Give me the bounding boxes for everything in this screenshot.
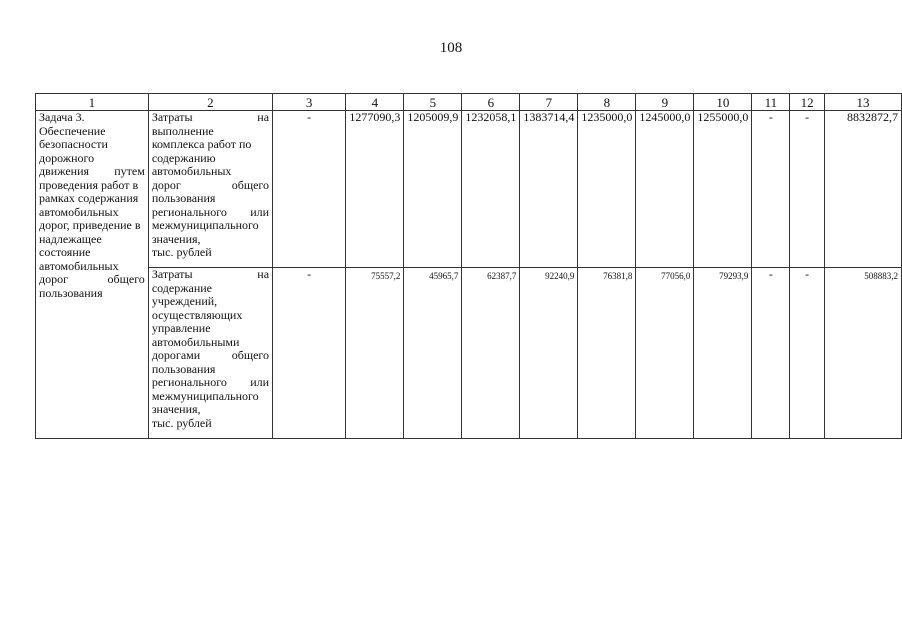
text-line [39,111,145,125]
text-line [39,260,145,274]
task-cell [36,111,149,439]
text-word: проведения работ в [39,177,139,192]
text-word: автомобильными [151,334,240,349]
value-cell: - [752,111,790,268]
text-line [152,376,269,390]
text-line [152,152,269,166]
value-cell: - [752,268,790,439]
text-word: автомобильных [151,164,232,178]
text-line [39,125,145,139]
text-word: безопасности [39,137,108,151]
text-line [152,246,269,260]
text-word: или [250,204,270,219]
total-cell: 508883,2 [824,268,901,439]
text-line [152,192,269,206]
description-cell [148,268,272,439]
text-word: рамках содержания [39,191,139,205]
text-word: дорог [39,272,69,286]
text-word: комплекса работ по [151,137,252,151]
text-word: пользования [151,191,216,205]
text-line [39,273,145,287]
text-line [39,165,145,179]
text-word: тыс. рублей [151,245,212,259]
text-line [39,179,145,193]
text-word: пользования [151,361,216,376]
table-row [36,111,902,268]
text-line [152,206,269,220]
total-cell: 8832872,7 [824,111,901,268]
text-line [152,349,269,363]
text-word: выполнение [151,123,214,138]
value-cell: 1245000,0 [636,111,694,268]
text-line [152,363,269,377]
value-cell: 1232058,1 [462,111,520,268]
column-header: 6 [462,94,520,111]
text-word: дорог, приведение в [39,218,141,232]
column-header: 1 [36,94,149,111]
text-word: содержание [151,280,213,295]
text-word: надлежащее [39,231,102,246]
text-word: регионального [151,375,227,389]
text-line [39,138,145,152]
text-word: осуществляющих [151,307,243,322]
text-word: общего [231,348,270,362]
value-cell: 79293,9 [694,268,752,439]
column-header: 8 [578,94,636,111]
value-cell: - [790,111,825,268]
text-line [152,322,269,336]
value-cell: - [273,268,346,439]
text-word: Обеспечение [39,123,106,138]
text-word: тыс. рублей [151,415,212,430]
column-header: 9 [636,94,694,111]
text-line [39,192,145,206]
text-line [39,219,145,233]
text-line [152,165,269,179]
value-cell: 75557,2 [346,268,404,439]
text-line [39,246,145,260]
text-word: состояние [39,245,91,259]
text-word: дорог [151,177,181,192]
value-cell: 1277090,3 [346,111,404,268]
text-line [152,390,269,404]
text-word: автомобильных [39,258,119,273]
column-number-row [36,94,902,111]
column-header: 2 [148,94,272,111]
text-line [152,138,269,152]
value-cell: - [790,268,825,439]
text-word: Затраты [151,110,193,124]
text-word: дорожного [39,150,95,165]
text-word: на [257,110,270,124]
column-header: 10 [694,94,752,111]
text-line [152,309,269,323]
text-line [152,336,269,350]
text-line [152,125,269,139]
value-cell: - [273,111,346,268]
text-line [152,111,269,125]
text-line [39,233,145,247]
table-row [36,268,902,439]
text-word: общего [231,177,270,192]
column-header: 12 [790,94,825,111]
value-cell: 1205009,9 [404,111,462,268]
value-cell: 62387,7 [462,268,520,439]
text-line [152,233,269,247]
text-word: Затраты [151,267,193,281]
column-header: 13 [824,94,901,111]
value-cell: 1383714,4 [520,111,578,268]
text-line [152,403,269,417]
text-line [39,206,145,220]
text-word: содержанию [151,150,216,165]
value-cell: 45965,7 [404,268,462,439]
column-header: 7 [520,94,578,111]
text-line [152,295,269,309]
description-cell [148,111,272,268]
text-word: управление [151,321,211,335]
text-line [39,152,145,166]
text-word: или [250,375,270,389]
budget-table [35,93,902,439]
text-line [152,179,269,193]
text-word: значения, [151,402,201,416]
text-word: движения [39,164,90,178]
column-header: 5 [404,94,462,111]
text-word: учреждений, [151,294,218,308]
text-word: регионального [151,204,227,219]
text-line [152,219,269,233]
text-word: пользования [39,285,103,300]
text-word: дорогами [151,348,201,362]
value-cell: 1255000,0 [694,111,752,268]
text-word: межмуниципального [151,218,259,232]
value-cell: 76381,8 [578,268,636,439]
value-cell: 77056,0 [636,268,694,439]
page-number: 108 [439,40,463,56]
text-word: на [257,267,270,281]
value-cell: 92240,9 [520,268,578,439]
text-word: значения, [151,231,201,246]
text-line [152,268,269,282]
text-word: Задача 3. [39,110,85,124]
text-word: общего [107,272,145,286]
text-word: межмуниципального [151,388,259,403]
column-header: 4 [346,94,404,111]
text-line [152,417,269,431]
text-word: автомобильных [39,204,119,219]
text-word: путем [114,164,145,178]
column-header: 11 [752,94,790,111]
text-line [152,282,269,296]
text-line [39,287,145,301]
column-header: 3 [273,94,346,111]
value-cell: 1235000,0 [578,111,636,268]
